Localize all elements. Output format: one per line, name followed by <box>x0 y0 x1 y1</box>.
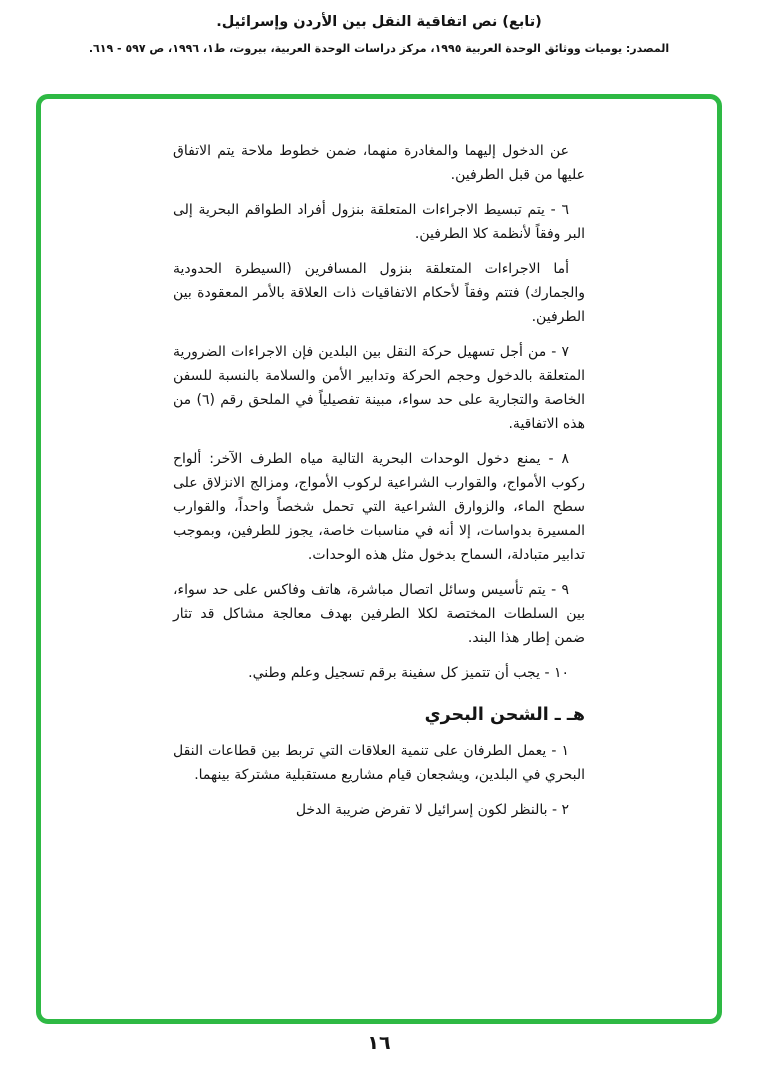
section-heading: هـ ـ الشحن البحري <box>424 705 585 725</box>
page-footer <box>0 1032 758 1054</box>
body-paragraph: ١٠ - يجب أن تتميز كل سفينة برقم تسجيل وعلم وطني. <box>248 665 569 681</box>
header-title: (تابع) نص اتفاقية النقل بين الأردن وإسرائيل. <box>216 14 542 30</box>
body-paragraph: ١ - يعمل الطرفان على تنمية العلاقات التي تربط بين قطاعات النقل البحري في البلدين، ويشجعان قيام مشاريع مستقبلية مشتركة بينهما. <box>173 743 585 783</box>
body-paragraph: ٢ - بالنظر لكون إسرائيل لا تفرض ضريبة الدخل <box>295 802 569 818</box>
body-paragraph: ٦ - يتم تبسيط الاجراءات المتعلقة بنزول أفراد الطواقم البحرية إلى البر وفقاً لأنظمة كلا الطرفين. <box>173 202 585 242</box>
body-paragraph: ٧ - من أجل تسهيل حركة النقل بين البلدين فإن الاجراءات الضرورية المتعلقة بالدخول وحجم الحركة وتدابير الأمن والسلامة بالنسبة للسفن الخاصة والتجارية على حد سواء، مبينة تفصيلياً في الملحق رقم (٦) من هذه الاتفاقية. <box>173 344 585 432</box>
green-frame <box>36 94 722 1024</box>
body-paragraph: ٨ - يمنع دخول الوحدات البحرية التالية مياه الطرف الآخر: ألواح ركوب الأمواج، والقوارب الشراعية لركوب الأمواج، ومزالج الانزلاق على سطح الماء، والزوارق الشراعية التي تحمل شخصاً واحداً، والقوارب المسيرة بدواسات، إلا أنه في مناسبات خاصة، يجوز للطرفين، وبموجب تدابير متبادلة، السماح بدخول مثل هذه الوحدات. <box>173 451 585 563</box>
source-line: المصدر: يوميات ووثائق الوحدة العربية ١٩٩٥، مركز دراسات الوحدة العربية، بيروت، ط١، ١٩٩٦، ص ٥٩٧ - ٦١٩. <box>88 42 670 55</box>
page-number: ١٦ <box>367 1032 391 1054</box>
page-header <box>0 14 758 55</box>
body-paragraph: عن الدخول إليهما والمغادرة منهما، ضمن خطوط ملاحة يتم الاتفاق عليها من قبل الطرفين. <box>173 143 585 183</box>
body-paragraph: أما الاجراءات المتعلقة بنزول المسافرين (السيطرة الحدودية والجمارك) فتتم وفقاً لأحكام الاتفاقيات ذات العلاقة بالأمر المعقودة بين الطرفين. <box>173 261 585 325</box>
document-body <box>173 139 585 822</box>
body-paragraph: ٩ - يتم تأسيس وسائل اتصال مباشرة، هاتف وفاكس على حد سواء، بين السلطات المختصة لكلا الطرفين بهدف معالجة مشاكل قد تثار ضمن إطار هذا البند. <box>173 582 585 646</box>
